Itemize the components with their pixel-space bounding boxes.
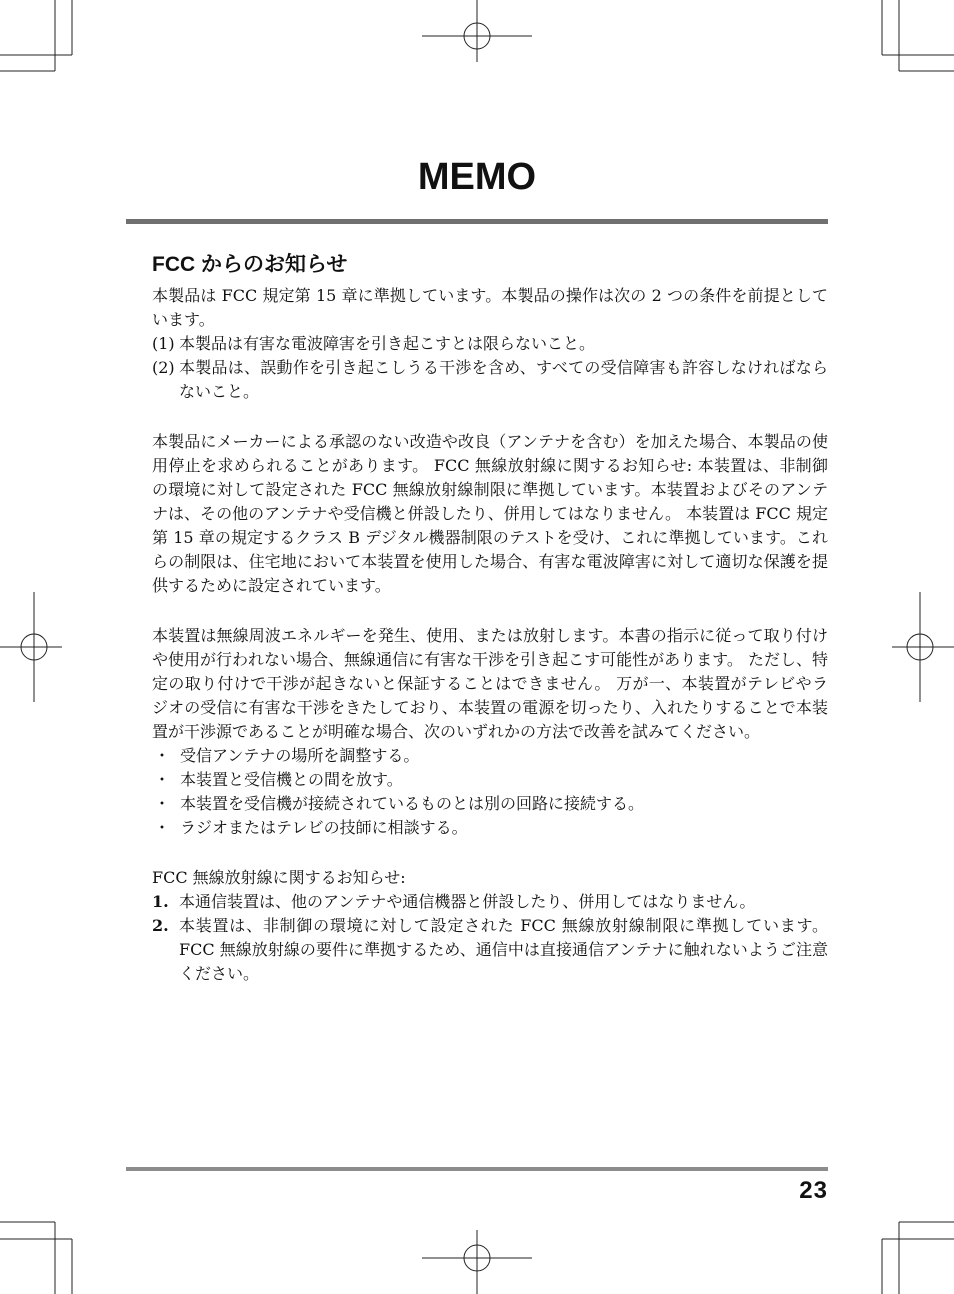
bullet-text: 受信アンテナの場所を調整する。 (180, 746, 420, 765)
condition-item (152, 356, 828, 404)
condition-item (152, 332, 828, 356)
section-heading: FCC からのお知らせ (152, 253, 348, 276)
page-number: 23 (799, 1177, 828, 1204)
radiation-heading: FCC 無線放射線に関するお知らせ: (152, 868, 406, 887)
fcc-notice-section (152, 250, 828, 986)
bullet-text: 本装置を受信機が接続されているものとは別の回路に接続する。 (180, 794, 645, 813)
condition-marker: (2) (152, 358, 175, 377)
numbered-text: 本装置は、非制御の環境に対して設定された FCC 無線放射線制限に準拠しています。FCC 無線放射線の要件に準拠するため、通信中は直接通信アンテナに触れないようご注意ください。 (179, 916, 828, 983)
header-rule (126, 219, 828, 224)
footer-rule (126, 1167, 828, 1171)
interference-paragraph: 本装置は無線周波エネルギーを発生、使用、または放射します。本書の指示に従って取り付けや使用が行われない場合、無線通信に有害な干渉を引き起こす可能性があります。 ただし、特定の取り付けで干渉が起きないと保証することはできません。 万が一、本装置がテレビやラジオの受信に有害な干渉をきたしており、本装置の電源を切ったり、入れたりすることで本装置が干渉源であることが明確な場合、次のいずれかの方法で改善を試みてください。 (152, 626, 828, 741)
bullet-text: 本装置と受信機との間を放す。 (180, 770, 403, 789)
list-item (152, 816, 828, 840)
condition-marker: (1) (152, 334, 175, 353)
list-item (152, 768, 828, 792)
condition-text: 本製品は、誤動作を引き起こしうる干渉を含め、すべての受信障害も許容しなければならないこと。 (179, 358, 828, 401)
bullet-marker: ・ (154, 746, 171, 765)
numbered-item (152, 914, 828, 986)
intro-paragraph: 本製品は FCC 規定第 15 章に準拠しています。本製品の操作は次の 2 つの条件を前提としています。 (152, 286, 828, 329)
list-item (152, 744, 828, 768)
condition-text: 本製品は有害な電波障害を引き起こすとは限らないこと。 (179, 334, 596, 353)
number-marker: 1. (152, 892, 169, 911)
numbered-text: 本通信装置は、他のアンテナや通信機器と併設したり、併用してはなりません。 (179, 892, 756, 911)
bullet-marker: ・ (154, 818, 171, 837)
number-marker: 2. (152, 916, 169, 935)
bullet-text: ラジオまたはテレビの技師に相談する。 (180, 818, 468, 837)
bullet-marker: ・ (154, 770, 171, 789)
numbered-item (152, 890, 828, 914)
list-item (152, 792, 828, 816)
page-title: MEMO (417, 156, 537, 198)
bullet-marker: ・ (154, 794, 171, 813)
modification-paragraph: 本製品にメーカーによる承認のない改造や改良（アンテナを含む）を加えた場合、本製品の使用停止を求められることがあります。 FCC 無線放射線に関するお知らせ: 本装置は、非制御の環境に対して設定された FCC 無線放射線制限に準拠しています。本装置およびそのアンテナは、その他のアンテナや受信機と併設したり、併用してはなりません。 本装置は FCC 規定第 15 章の規定するクラス B デジタル機器制限のテストを受け、これに準拠しています。これらの制限は、住宅地において本装置を使用した場合、有害な電波障害に対して適切な保護を提供するために設定されています。 (152, 432, 828, 595)
